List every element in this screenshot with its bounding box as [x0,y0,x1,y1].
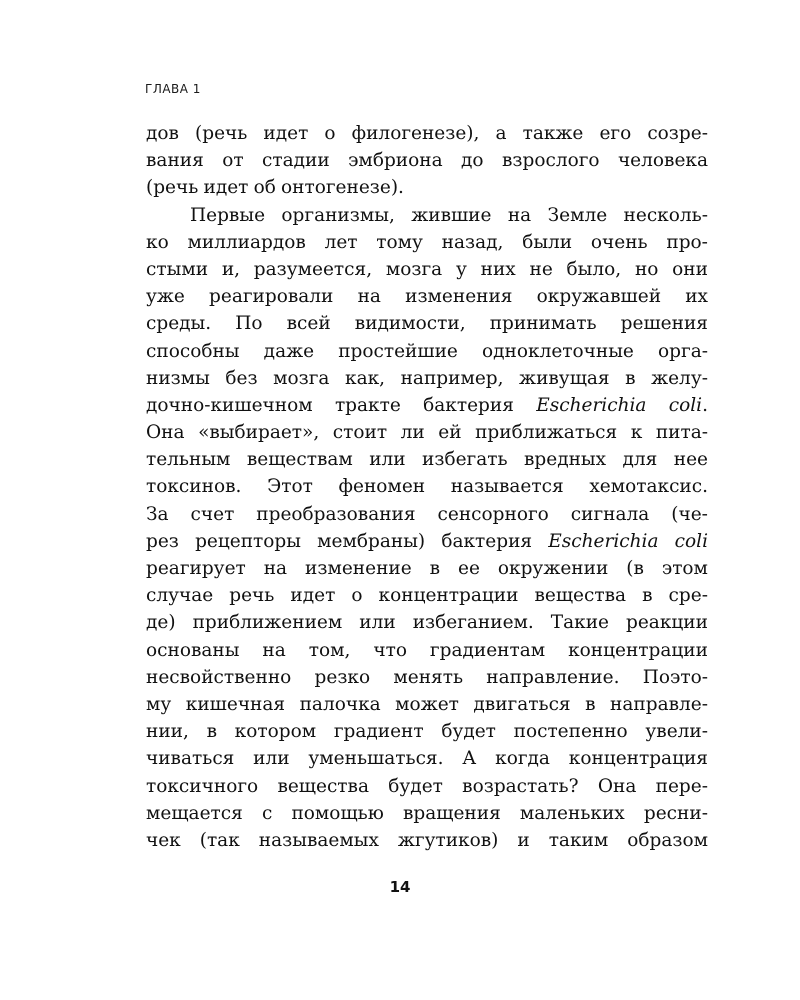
text-line: мещается с помощью вращения маленьких ресни- [146,802,708,824]
text-line: токсичного вещества будет возрастать? Она пере- [146,775,708,797]
text-line: Она «выбирает», стоит ли ей приближаться к пита- [146,422,708,444]
text-line: низмы без мозга как, например, живущая в желу- [146,367,708,389]
body-text [146,120,708,854]
text-line: дочно-кишечном тракте бактерия Escherichia coli. [146,394,708,416]
text-line: чиваться или уменьшаться. А когда концентрация [146,748,708,770]
text-line: несвойственно резко менять направление. Поэто- [146,666,708,688]
text-line: основаны на том, что градиентам концентрации [146,639,708,661]
text-line: де) приближением или избеганием. Такие реакции [146,612,708,634]
text-line: рез рецепторы мембраны) бактерия Escherichia coli [146,530,708,552]
text-line: тельным веществам или избегать вредных для нее [146,449,708,471]
chapter-header: ГЛАВА 1 [145,82,201,96]
text-line: ко миллиардов лет тому назад, были очень про- [146,231,708,253]
text-line: реагирует на изменение в ее окружении (в этом [146,558,708,579]
text-line: За счет преобразования сенсорного сигнала (че- [146,503,708,525]
text-line: среды. По всей видимости, принимать решения [146,313,708,335]
text-line: дов (речь идет о филогенезе), а также его созре- [146,123,708,144]
text-line: вания от стадии эмбриона до взрослого человека [146,150,708,172]
text-line: чек (так называемых жгутиков) и таким образом [146,829,708,851]
text-line: уже реагировали на изменения окружавшей их [146,286,708,308]
text-line: Первые организмы, жившие на Земле несколь- [190,204,708,226]
text-line: (речь идет об онтогенезе). [146,177,404,199]
text-line: стыми и, разумеется, мозга у них не было, но они [146,258,708,280]
text-line: нии, в котором градиент будет постепенно увели- [146,721,708,743]
text-line: му кишечная палочка может двигаться в направле- [146,693,708,715]
text-line: способны даже простейшие одноклеточные орга- [146,340,708,362]
text-line: токсинов. Этот феномен называется хемотаксис. [146,476,708,498]
page-number: 14 [389,878,411,896]
text-line: случае речь идет о концентрации вещества в сре- [146,585,708,607]
